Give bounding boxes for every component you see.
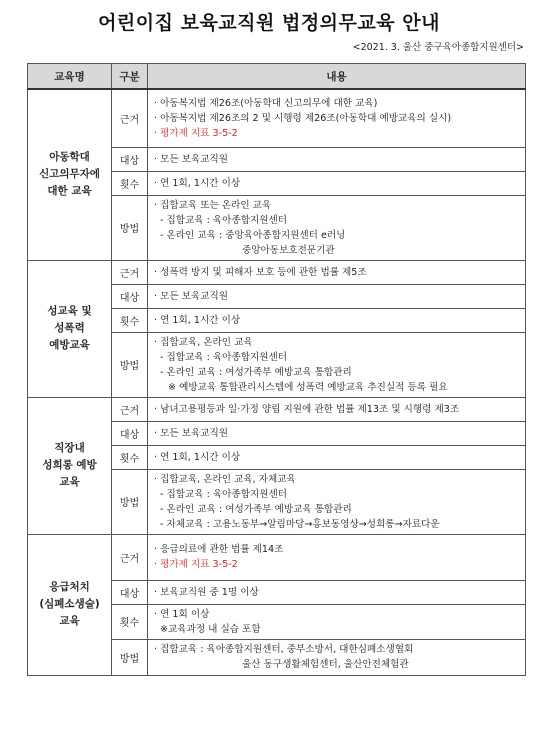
- kind-cell: 대상: [112, 421, 148, 445]
- kind-cell: 근거: [112, 260, 148, 284]
- kind-cell: 횟수: [112, 171, 148, 195]
- content-cell: [148, 195, 526, 260]
- education-name-cell: [28, 397, 112, 534]
- content-line: · 집합교육 또는 온라인 교육: [154, 199, 272, 211]
- content-line: - 자체교육 : 고용노동부→알림마당→홍보동영상→성희롱→자료다운: [160, 518, 440, 530]
- content-line: · 보육교직원 중 1명 이상: [154, 586, 259, 598]
- header-content: 내용: [148, 64, 526, 90]
- table-header-row: [28, 64, 526, 90]
- education-name-line: 직장내: [54, 442, 85, 454]
- content-line: - 온라인 교육 : 여성가족부 예방교육 통합관리: [160, 366, 352, 378]
- content-cell: [148, 534, 526, 580]
- kind-cell: 방법: [112, 639, 148, 675]
- education-name-line: 예방교육: [49, 339, 90, 351]
- education-name-cell: [28, 534, 112, 675]
- education-name-line: 교육: [59, 476, 80, 488]
- content-line: · 집합교육 : 육아종합지원센터, 중부소방서, 대한심폐소생협회: [154, 644, 414, 655]
- content-cell: [148, 639, 526, 675]
- table-row: [28, 397, 526, 421]
- kind-cell: 근거: [112, 89, 148, 147]
- content-line: · 연 1회, 1시간 이상: [154, 177, 241, 189]
- source-note: <2021. 3. 울산 중구육아종합지원센터>: [352, 42, 524, 53]
- education-name-line: 성희롱 예방: [42, 459, 97, 471]
- content-cell: [148, 445, 526, 469]
- content-cell: [148, 89, 526, 147]
- content-line: · 모든 보육교직원: [154, 427, 229, 439]
- content-cell: [148, 171, 526, 195]
- kind-cell: 대상: [112, 284, 148, 308]
- table-row: [28, 89, 526, 147]
- content-cell: [148, 580, 526, 604]
- page-title: 어린이집 보육교직원 법정의무교육 안내: [98, 12, 440, 34]
- content-line: · 집합교육, 온라인 교육: [154, 336, 253, 348]
- content-cell: [148, 147, 526, 171]
- education-name-line: 신고의무자에: [39, 168, 100, 181]
- content-cell: [148, 421, 526, 445]
- education-name-line: 성교육 및: [47, 305, 92, 317]
- kind-cell: 횟수: [112, 445, 148, 469]
- content-line: · 연 1회, 1시간 이상: [154, 451, 241, 463]
- content-cell: [148, 332, 526, 397]
- content-cell: [148, 284, 526, 308]
- education-name-cell: [28, 260, 112, 397]
- content-line: · 연 1회, 1시간 이상: [154, 314, 241, 326]
- content-line: · 남녀고용평등과 일·가정 양립 지원에 관한 법률 제13조 및 시행령 제3조: [154, 403, 460, 415]
- content-line: · 모든 보육교직원: [154, 153, 229, 165]
- education-name-line: 대한 교육: [47, 185, 92, 198]
- education-name-line: 교육: [59, 615, 80, 627]
- table-row: [28, 260, 526, 284]
- content-line: · 연 1회 이상: [154, 608, 210, 620]
- education-name-line: 응급처치: [49, 581, 90, 593]
- kind-cell: 횟수: [112, 604, 148, 639]
- kind-cell: 근거: [112, 397, 148, 421]
- content-cell: [148, 260, 526, 284]
- content-line: - 온라인 교육 : 중앙육아종합지원센터 e러닝: [160, 229, 346, 241]
- content-line: · 모든 보육교직원: [154, 290, 229, 302]
- kind-cell: 방법: [112, 469, 148, 534]
- education-table: [27, 63, 526, 676]
- table-row: [28, 534, 526, 580]
- content-line-highlight: · 평가제 지표 3-5-2: [154, 559, 238, 570]
- content-line: - 집합교육 : 육아종합지원센터: [160, 488, 288, 500]
- kind-cell: 횟수: [112, 308, 148, 332]
- kind-cell: 방법: [112, 195, 148, 260]
- content-cell: [148, 604, 526, 639]
- education-name-cell: [28, 89, 112, 260]
- kind-cell: 대상: [112, 580, 148, 604]
- education-name-line: (심폐소생술): [39, 598, 100, 610]
- education-name-line: 아동학대: [49, 151, 90, 164]
- content-line: · 아동복지법 제26조(아동학대 신고의무에 대한 교육): [154, 97, 378, 109]
- content-line: · 응급의료에 관한 법률 제14조: [154, 544, 284, 555]
- content-line-highlight: · 평가제 지표 3-5-2: [154, 127, 238, 139]
- kind-cell: 근거: [112, 534, 148, 580]
- content-line: ※교육과정 내 실습 포함: [160, 623, 261, 635]
- content-line: - 온라인 교육 : 여성가족부 예방교육 통합관리: [160, 503, 352, 515]
- content-cell: [148, 397, 526, 421]
- content-cell: [148, 469, 526, 534]
- education-name-line: 성폭력: [54, 322, 85, 334]
- content-line: 울산 동구생활체험센터, 울산안전체험관: [242, 659, 409, 670]
- kind-cell: 방법: [112, 332, 148, 397]
- content-line: · 집합교육, 온라인 교육, 자체교육: [154, 473, 296, 485]
- table-body: [28, 89, 526, 675]
- header-education-name: 교육명: [28, 64, 112, 90]
- content-line: ※ 예방교육 통합관리시스템에 성폭력 예방교육 추진실적 등록 필요: [168, 381, 448, 393]
- kind-cell: 대상: [112, 147, 148, 171]
- content-line: 중앙아동보호전문기관: [242, 244, 335, 256]
- content-line: · 아동복지법 제26조의 2 및 시행령 제26조(아동학대 예방교육의 실시): [154, 112, 452, 124]
- content-line: - 집합교육 : 육아종합지원센터: [160, 351, 288, 363]
- header-kind: 구분: [112, 64, 148, 90]
- content-line: · 성폭력 방지 및 피해자 보호 등에 관한 법률 제5조: [154, 266, 367, 278]
- content-line: - 집합교육 : 육아종합지원센터: [160, 214, 288, 226]
- content-cell: [148, 308, 526, 332]
